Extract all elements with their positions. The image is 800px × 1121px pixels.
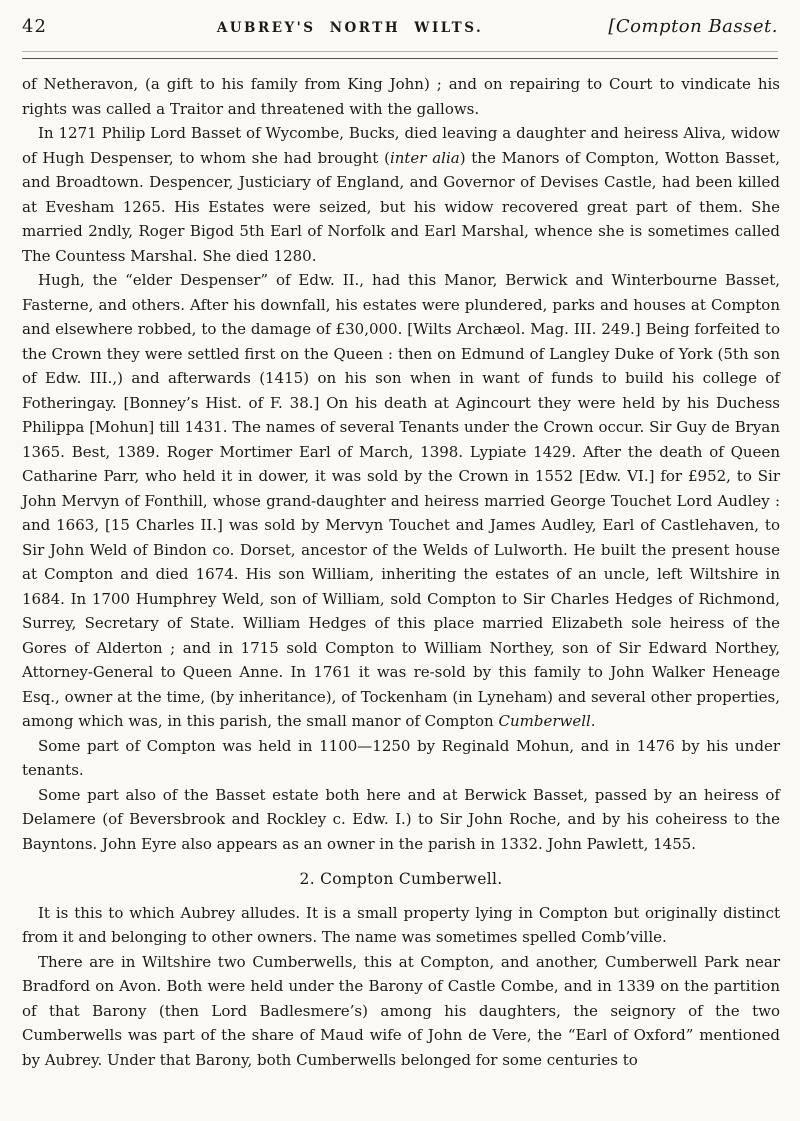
text-run: In 1271 Philip Lord Basset of Wycombe, Bucks, died leaving a daughter and heiress Aliva, widow of Hugh Despenser, to whom she had brought (	[22, 124, 780, 167]
paragraph	[22, 268, 780, 734]
header-rule	[22, 51, 778, 59]
text-run: of Netheravon, (a gift to his family from King John) ; and on repairing to Court to vindicate his rights was called a Traitor and threatened with the gallows.	[22, 75, 780, 118]
text-run: Some part of Compton was held in 1100—1250 by Reginald Mohun, and in 1476 by his under tenants.	[22, 736, 780, 779]
paragraph	[22, 901, 780, 950]
paragraph	[22, 783, 780, 857]
running-head: AUBREY'S NORTH WILTS.	[216, 20, 484, 36]
section-heading: 2. Compton Cumberwell.	[299, 870, 503, 888]
text-run: Hugh, the “elder Despenser” of Edw. II., had this Manor, Berwick and Winterbourne Basset, Fasterne, and others. After his downfall, his estates were plundered, parks and houses at Compton and elsewhere robbed, to the damage of £30,000. [Wilts Archæol. Mag. III. 249.] Being forfeited to the Crown they were settled first on the Queen : then on Edmund of Langley Duke of York (5th son of Edw. III.,) and afterwards (1415) on his son when in want of funds to build his college of Fotheringay. [Bonney’s Hist. of F. 38.] On his death at Agincourt they were held by his Duchess Philippa [Mohun] till 1431. The names of several Tenants under the Crown occur. Sir Guy de Bryan 1365. Best, 1389. Roger Mortimer Earl of March, 1398. Lypiate 1429. After the death of Queen Catharine Parr, who held it in dower, it was sold by the Crown in 1552 [Edw. VI.] for £952, to Sir John Mervyn of Fonthill, whose grand-daughter and heiress married George Touchet Lord Audley : and 1663, [15 Charles II.] was sold by Mervyn Touchet and James Audley, Earl of Castlehaven, to Sir John Weld of Bindon co. Dorset, ancestor of the Welds of Lulworth. He built the present house at Compton and died 1674. His son William, inheriting the estates of an uncle, left Wiltshire in 1684. In 1700 Humphrey Weld, son of William, sold Compton to Sir Charles Hedges of Richmond, Surrey, Secretary of State. William Hedges of this place married Elizabeth sole heiress of the Gores of Alderton ; and in 1715 sold Compton to William Northey, son of Sir Edward Northey, Attorney-General to Queen Anne. In 1761 it was re-sold by this family to John Walker Heneage Esq., owner at the time, (by inheritance), of Tockenham (in Lyneham) and several other properties, among which was, in this parish, the small manor of Compton	[22, 271, 780, 730]
paragraph	[22, 950, 780, 1073]
page-body	[22, 72, 780, 1072]
paragraph	[22, 121, 780, 268]
italic-text: inter alia	[389, 148, 460, 167]
paragraph	[22, 734, 780, 783]
text-run: Some part also of the Basset estate both here and at Berwick Basset, passed by an heiress of Delamere (of Beversbrook and Rockley c. Edw. I.) to Sir John Roche, and by his coheiress to the Bayntons. John Eyre also appears as an owner in the parish in 1332. John Pawlett, 1455.	[22, 785, 780, 853]
page-header	[22, 16, 780, 37]
paragraph	[22, 72, 780, 121]
margin-note: [Compton Basset.	[608, 16, 778, 37]
italic-text: Cumberwell.	[498, 712, 596, 730]
page-number: 42	[22, 16, 47, 37]
text-run: There are in Wiltshire two Cumberwells, this at Compton, and another, Cumberwell Park near Bradford on Avon. Both were held under the Barony of Castle Combe, and in 1339 on the partition of that Barony (then Lord Badlesmere’s) among his daughters, the seignory of the two Cumberwells was part of the share of Maud wife of John de Vere, the “Earl of Oxford” mentioned by Aubrey. Under that Barony, both Cumberwells belonged for some centuries to	[22, 952, 780, 1069]
text-run: It is this to which Aubrey alludes. It is a small property lying in Compton but originally distinct from it and belonging to other owners. The name was sometimes spelled Comb’ville.	[22, 903, 780, 946]
text-run: ) the Manors of Compton, Wotton Basset, and Broadtown. Despencer, Justiciary of England, and Governor of Devises Castle, had been killed at Evesham 1265. His Estates were seized, but his widow recovered great part of them. She married 2ndly, Roger Bigod 5th Earl of Norfolk and Earl Marshal, whence she is sometimes called The Countess Marshal. She died 1280.	[22, 148, 780, 265]
